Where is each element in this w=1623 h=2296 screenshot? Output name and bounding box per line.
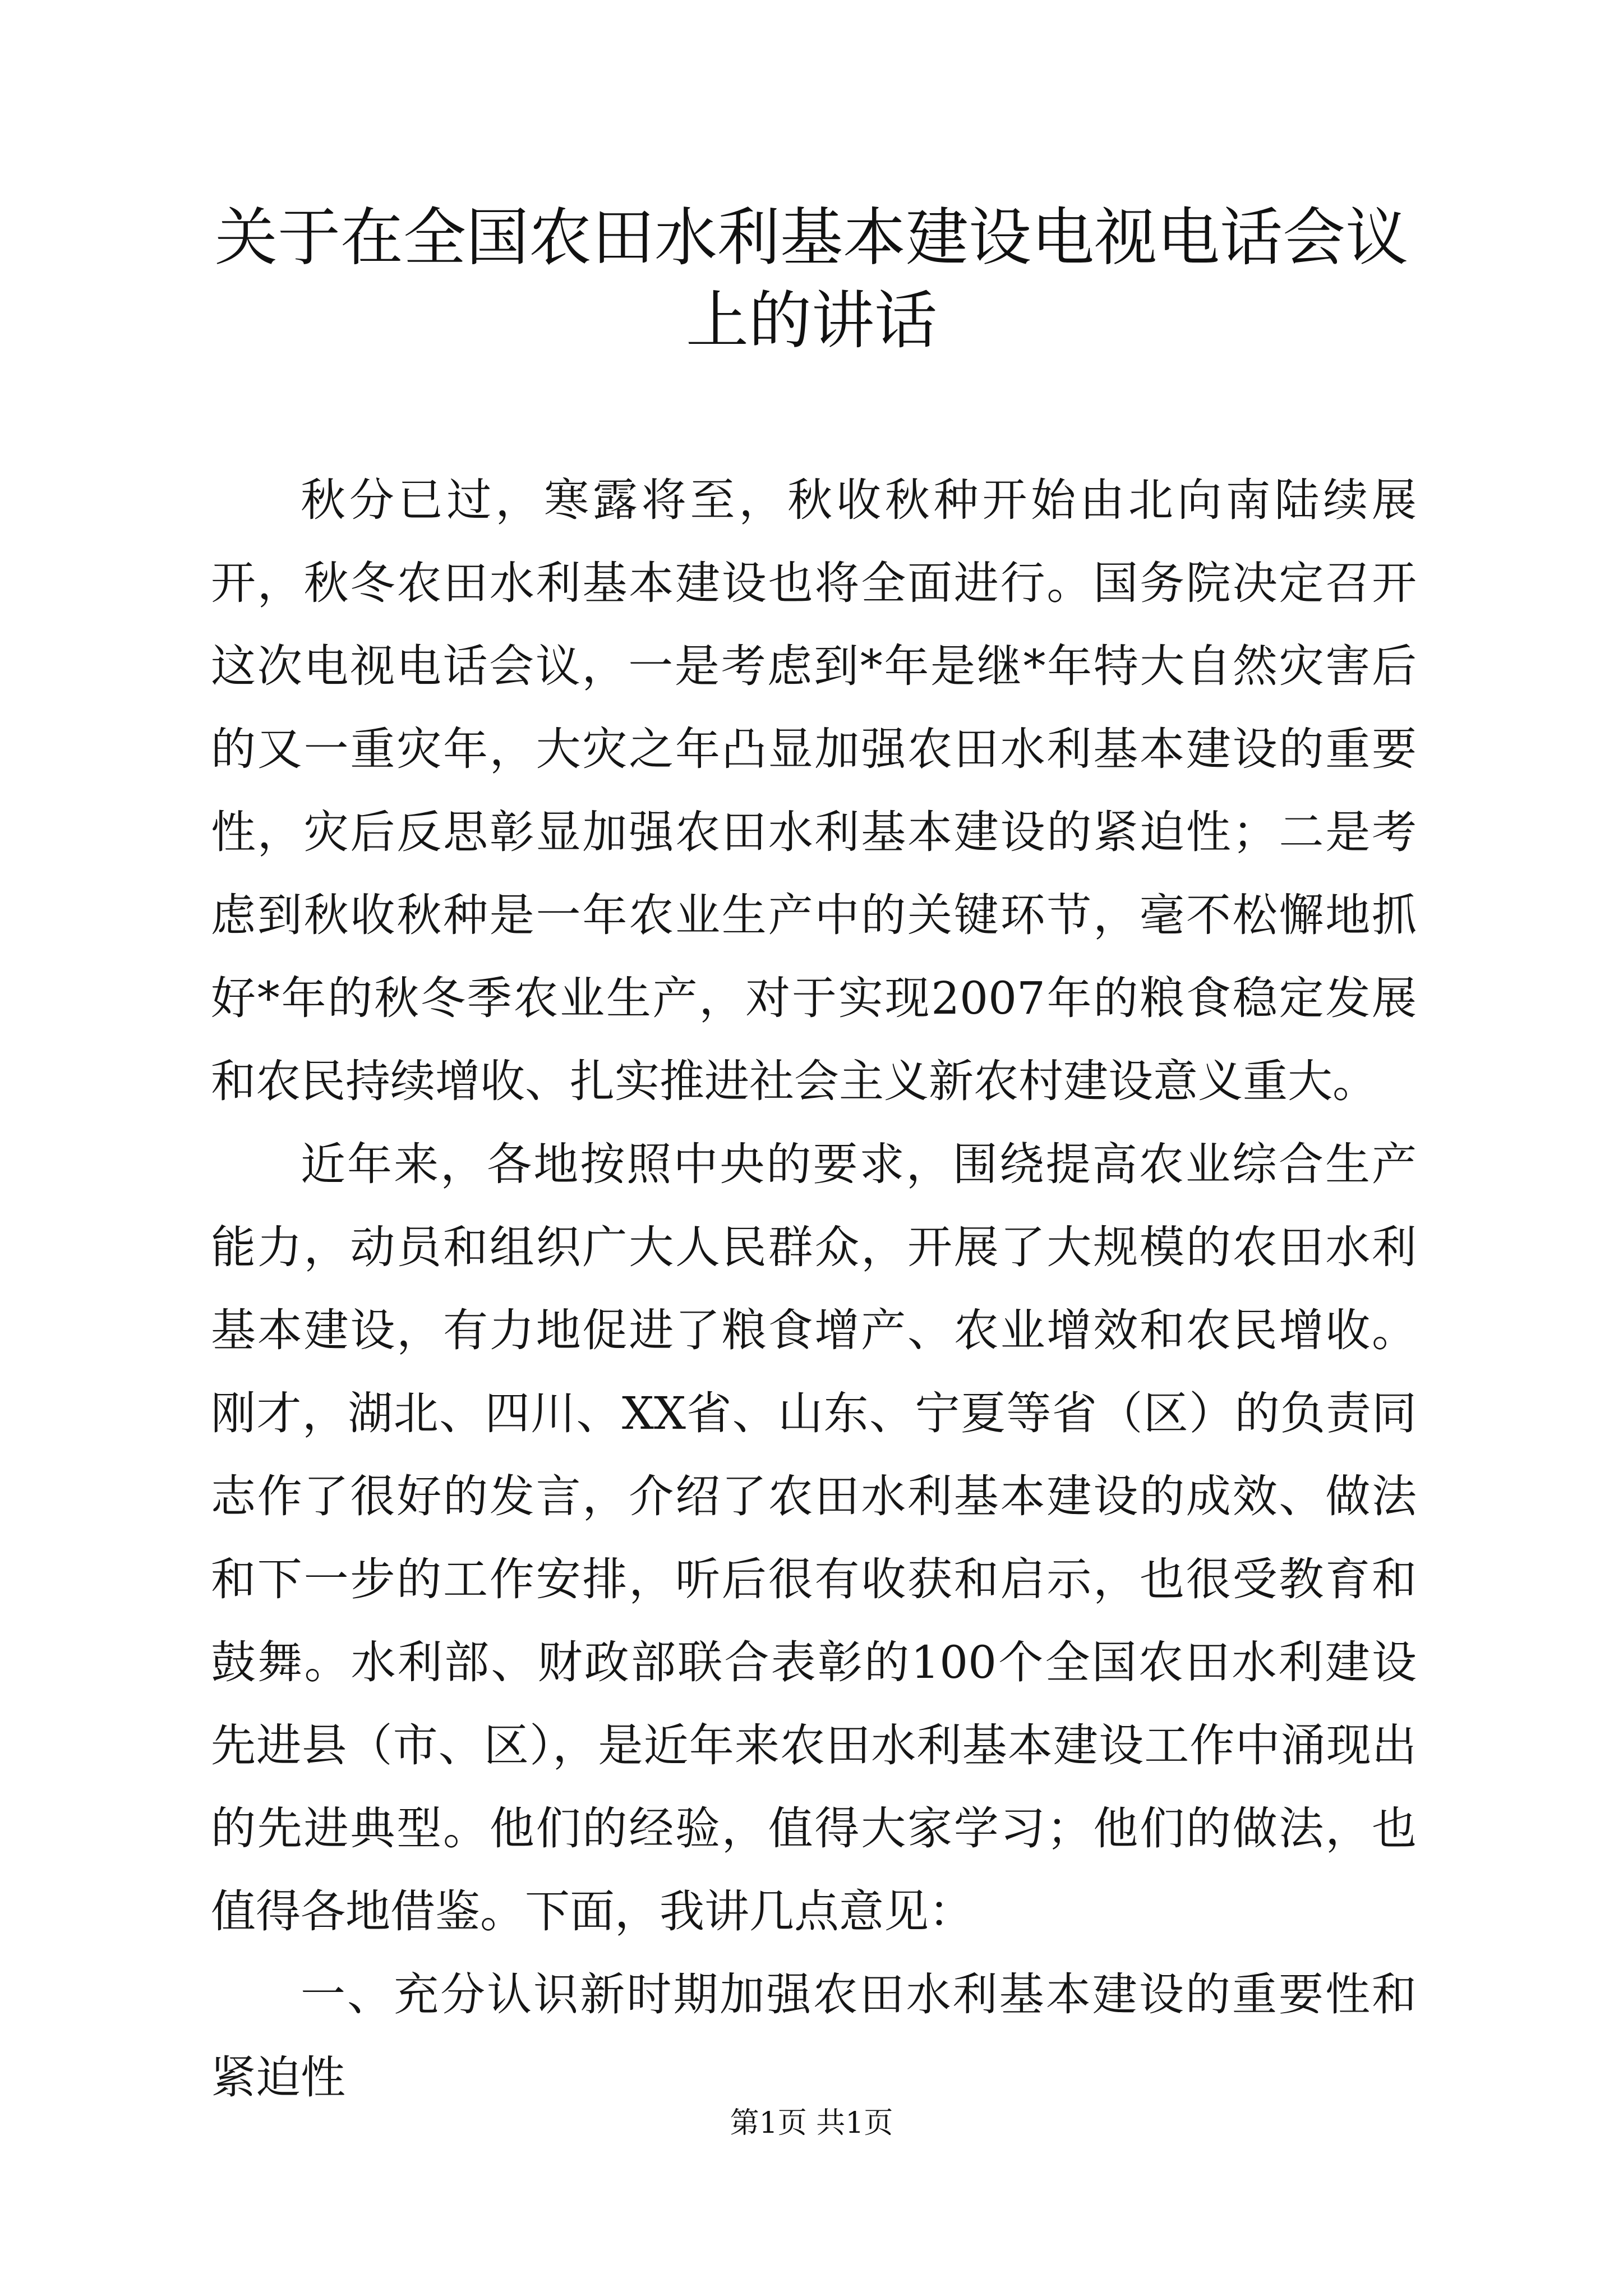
page-number-footer: 第1页 共1页 — [730, 2106, 893, 2140]
document-title: 关于在全国农田水利基本建设电视电话会议上的讲话 — [215, 201, 1408, 357]
section-heading-1: 一、充分认识新时期加强农田水利基本建设的重要性和紧迫性 — [211, 1968, 1417, 2104]
paragraph-1: 秋分已过，寒露将至，秋收秋种开始由北向南陆续展开，秋冬农田水利基本建设也将全面进行。国务院决定召开这次电视电话会议，一是考虑到*年是继*年特大自然灾害后的又一重灾年，大灾之年凸显加强农田水利基本建设的重要性，灾后反思彰显加强农田水利基本建设的紧迫性；二是考虑到秋收秋种是一年农业生产中的关键环节，毫不松懈地抓好*年的秋冬季农业生产，对于实现2007年的粮食稳定发展和农民持续增收、扎实推进社会主义新农村建设意义重大。 — [211, 474, 1417, 1107]
paragraph-2: 近年来，各地按照中央的要求，围绕提高农业综合生产能力，动员和组织广大人民群众，开展了大规模的农田水利基本建设，有力地促进了粮食增产、农业增效和农民增收。刚才，湖北、四川、XX省、山东、宁夏等省（区）的负责同志作了很好的发言，介绍了农田水利基本建设的成效、做法和下一步的工作安排，听后很有收获和启示，也很受教育和鼓舞。水利部、财政部联合表彰的100个全国农田水利建设先进县（市、区），是近年来农田水利基本建设工作中涌现出的先进典型。他们的经验，值得大家学习；他们的做法，也值得各地借鉴。下面，我讲几点意见： — [211, 1138, 1417, 1938]
document-body — [211, 459, 1417, 2119]
